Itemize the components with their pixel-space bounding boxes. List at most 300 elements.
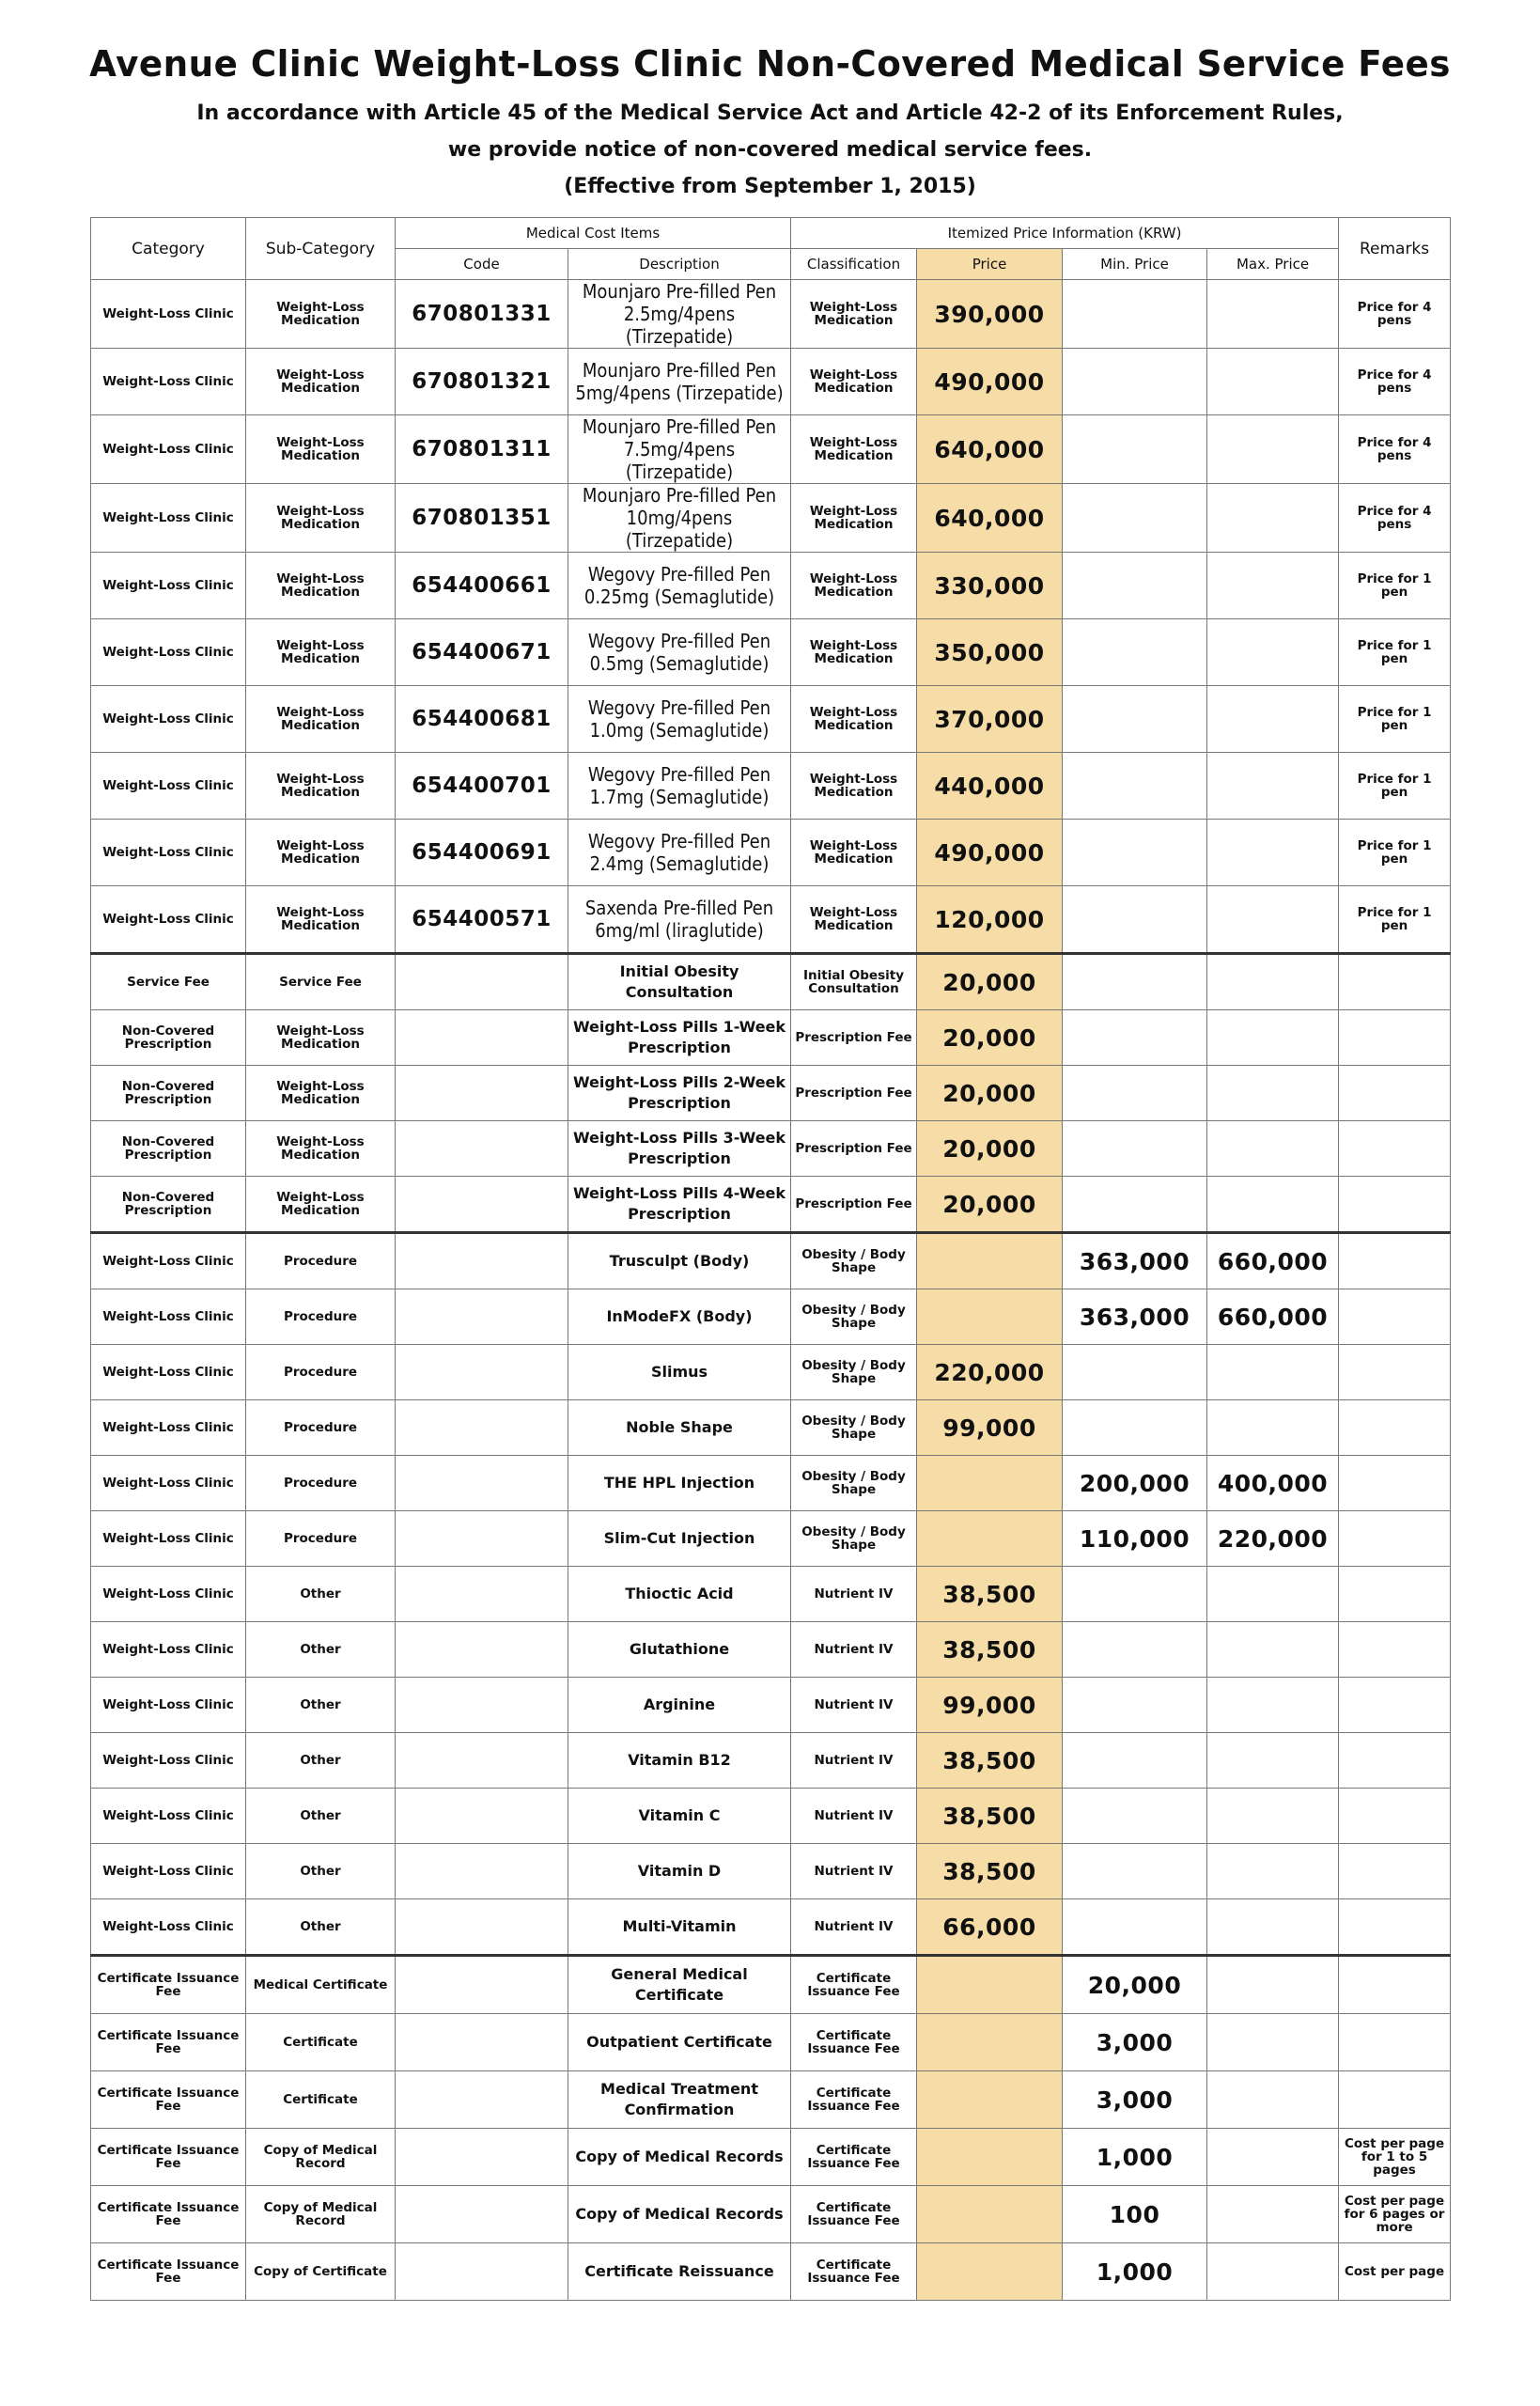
cell-code (396, 1066, 568, 1121)
cell-description: Weight-Loss Pills 2-Week Prescription (568, 1066, 791, 1121)
cell-classification: Weight-Loss Medication (791, 553, 917, 619)
cell-sub-category: Procedure (246, 1289, 396, 1345)
cell-max-price: 660,000 (1207, 1289, 1339, 1345)
cell-min-price: 363,000 (1063, 1233, 1207, 1289)
fee-table (90, 217, 1451, 2301)
cell-price: 350,000 (917, 619, 1063, 686)
cell-code: 670801331 (396, 280, 568, 349)
cell-price: 370,000 (917, 686, 1063, 753)
cell-description: Slimus (568, 1345, 791, 1400)
header-itemized-price-info: Itemized Price Information (KRW) (791, 218, 1339, 249)
cell-code (396, 1567, 568, 1622)
cell-classification: Nutrient IV (791, 1622, 917, 1678)
cell-max-price (1207, 886, 1339, 954)
cell-category: Weight-Loss Clinic (91, 1456, 246, 1511)
cell-min-price (1063, 1567, 1207, 1622)
cell-description: General Medical Certificate (568, 1956, 791, 2014)
cell-category: Weight-Loss Clinic (91, 1844, 246, 1899)
cell-code (396, 1899, 568, 1956)
cell-remarks: Price for 1 pen (1339, 886, 1451, 954)
cell-max-price (1207, 820, 1339, 886)
cell-code (396, 2129, 568, 2186)
header-min-price: Min. Price (1063, 249, 1207, 280)
cell-classification: Certificate Issuance Fee (791, 2186, 917, 2243)
cell-sub-category: Other (246, 1567, 396, 1622)
table-row (91, 1622, 1451, 1678)
cell-category: Weight-Loss Clinic (91, 280, 246, 349)
cell-description: Weight-Loss Pills 4-Week Prescription (568, 1177, 791, 1233)
cell-description: THE HPL Injection (568, 1456, 791, 1511)
cell-max-price (1207, 1567, 1339, 1622)
cell-sub-category: Weight-Loss Medication (246, 349, 396, 415)
cell-sub-category: Other (246, 1789, 396, 1844)
cell-classification: Obesity / Body Shape (791, 1345, 917, 1400)
cell-min-price (1063, 1010, 1207, 1066)
cell-category: Weight-Loss Clinic (91, 415, 246, 484)
cell-remarks: Price for 1 pen (1339, 619, 1451, 686)
table-row (91, 1010, 1451, 1066)
cell-min-price: 110,000 (1063, 1511, 1207, 1567)
cell-category: Weight-Loss Clinic (91, 1400, 246, 1456)
table-row (91, 1844, 1451, 1899)
cell-min-price (1063, 1844, 1207, 1899)
cell-description: Weight-Loss Pills 1-Week Prescription (568, 1010, 791, 1066)
cell-max-price (1207, 1622, 1339, 1678)
cell-classification: Nutrient IV (791, 1789, 917, 1844)
cell-classification: Certificate Issuance Fee (791, 2014, 917, 2071)
cell-remarks: Price for 1 pen (1339, 686, 1451, 753)
table-row (91, 1899, 1451, 1956)
cell-max-price: 220,000 (1207, 1511, 1339, 1567)
cell-code (396, 2243, 568, 2301)
cell-category: Weight-Loss Clinic (91, 1233, 246, 1289)
cell-description: InModeFX (Body) (568, 1289, 791, 1345)
cell-price: 20,000 (917, 1066, 1063, 1121)
cell-code: 654400681 (396, 686, 568, 753)
cell-code: 654400571 (396, 886, 568, 954)
cell-category: Weight-Loss Clinic (91, 619, 246, 686)
cell-price (917, 2186, 1063, 2243)
table-row (91, 2129, 1451, 2186)
cell-max-price (1207, 2129, 1339, 2186)
cell-category: Non-Covered Prescription (91, 1010, 246, 1066)
cell-classification: Certificate Issuance Fee (791, 2129, 917, 2186)
cell-sub-category: Weight-Loss Medication (246, 1066, 396, 1121)
cell-min-price: 20,000 (1063, 1956, 1207, 2014)
cell-code (396, 2071, 568, 2129)
header-remarks: Remarks (1339, 218, 1451, 280)
cell-max-price (1207, 1066, 1339, 1121)
cell-max-price (1207, 280, 1339, 349)
table-row (91, 1289, 1451, 1345)
cell-remarks (1339, 1899, 1451, 1956)
cell-max-price (1207, 1789, 1339, 1844)
table-row (91, 1345, 1451, 1400)
cell-max-price (1207, 619, 1339, 686)
cell-remarks (1339, 1511, 1451, 1567)
cell-sub-category: Weight-Loss Medication (246, 886, 396, 954)
cell-category: Weight-Loss Clinic (91, 1789, 246, 1844)
cell-max-price (1207, 1956, 1339, 2014)
cell-sub-category: Copy of Medical Record (246, 2186, 396, 2243)
table-row (91, 1956, 1451, 2014)
cell-code (396, 1177, 568, 1233)
cell-max-price (1207, 1678, 1339, 1733)
table-row (91, 1400, 1451, 1456)
table-row (91, 2243, 1451, 2301)
cell-price: 20,000 (917, 954, 1063, 1010)
cell-code (396, 1678, 568, 1733)
cell-classification: Prescription Fee (791, 1177, 917, 1233)
table-row (91, 1678, 1451, 1733)
cell-category: Weight-Loss Clinic (91, 1899, 246, 1956)
cell-classification: Weight-Loss Medication (791, 484, 917, 553)
cell-code (396, 1511, 568, 1567)
cell-sub-category: Weight-Loss Medication (246, 415, 396, 484)
cell-max-price (1207, 1010, 1339, 1066)
cell-min-price (1063, 280, 1207, 349)
cell-code (396, 1789, 568, 1844)
page-title: Avenue Clinic Weight-Loss Clinic Non-Covered Medical Service Fees (89, 43, 1451, 85)
cell-remarks (1339, 1456, 1451, 1511)
cell-min-price: 1,000 (1063, 2243, 1207, 2301)
cell-sub-category: Medical Certificate (246, 1956, 396, 2014)
cell-max-price: 660,000 (1207, 1233, 1339, 1289)
cell-remarks (1339, 1121, 1451, 1177)
cell-remarks (1339, 1066, 1451, 1121)
cell-price: 38,500 (917, 1844, 1063, 1899)
cell-code (396, 1010, 568, 1066)
fee-table-body (91, 280, 1451, 2301)
cell-remarks: Cost per page for 6 pages or more (1339, 2186, 1451, 2243)
cell-code (396, 2186, 568, 2243)
cell-price (917, 1456, 1063, 1511)
cell-category: Certificate Issuance Fee (91, 2014, 246, 2071)
table-row (91, 1733, 1451, 1789)
cell-min-price: 3,000 (1063, 2014, 1207, 2071)
cell-sub-category: Weight-Loss Medication (246, 553, 396, 619)
cell-remarks (1339, 1400, 1451, 1456)
cell-price: 20,000 (917, 1010, 1063, 1066)
cell-sub-category: Other (246, 1844, 396, 1899)
cell-sub-category: Weight-Loss Medication (246, 280, 396, 349)
table-row (91, 1121, 1451, 1177)
cell-description: Copy of Medical Records (568, 2186, 791, 2243)
cell-sub-category: Copy of Medical Record (246, 2129, 396, 2186)
cell-min-price: 3,000 (1063, 2071, 1207, 2129)
cell-classification: Nutrient IV (791, 1733, 917, 1789)
cell-max-price (1207, 1733, 1339, 1789)
cell-price: 99,000 (917, 1678, 1063, 1733)
cell-max-price (1207, 1899, 1339, 1956)
cell-classification: Certificate Issuance Fee (791, 1956, 917, 2014)
cell-price: 440,000 (917, 753, 1063, 820)
cell-min-price: 363,000 (1063, 1289, 1207, 1345)
cell-min-price (1063, 619, 1207, 686)
table-row (91, 820, 1451, 886)
cell-remarks (1339, 2014, 1451, 2071)
cell-price: 20,000 (917, 1177, 1063, 1233)
cell-remarks (1339, 1789, 1451, 1844)
cell-classification: Weight-Loss Medication (791, 753, 917, 820)
cell-sub-category: Procedure (246, 1456, 396, 1511)
cell-category: Non-Covered Prescription (91, 1066, 246, 1121)
cell-min-price (1063, 415, 1207, 484)
cell-classification: Weight-Loss Medication (791, 820, 917, 886)
cell-classification: Weight-Loss Medication (791, 415, 917, 484)
cell-sub-category: Certificate (246, 2071, 396, 2129)
cell-description: Mounjaro Pre-filled Pen 7.5mg/4pens (Tirzepatide) (568, 415, 791, 484)
cell-min-price (1063, 1066, 1207, 1121)
cell-min-price (1063, 886, 1207, 954)
cell-price (917, 2243, 1063, 2301)
cell-code (396, 1456, 568, 1511)
table-row (91, 415, 1451, 484)
cell-remarks (1339, 1567, 1451, 1622)
cell-price: 490,000 (917, 349, 1063, 415)
cell-sub-category: Weight-Loss Medication (246, 619, 396, 686)
cell-price: 66,000 (917, 1899, 1063, 1956)
cell-price: 38,500 (917, 1567, 1063, 1622)
cell-price: 330,000 (917, 553, 1063, 619)
cell-max-price (1207, 484, 1339, 553)
cell-description: Wegovy Pre-filled Pen 2.4mg (Semaglutide) (568, 820, 791, 886)
cell-min-price (1063, 1733, 1207, 1789)
cell-code: 654400661 (396, 553, 568, 619)
table-row (91, 2186, 1451, 2243)
cell-code (396, 1400, 568, 1456)
cell-remarks: Price for 4 pens (1339, 484, 1451, 553)
cell-code (396, 2014, 568, 2071)
cell-description: Wegovy Pre-filled Pen 1.0mg (Semaglutide) (568, 686, 791, 753)
cell-code: 670801311 (396, 415, 568, 484)
cell-sub-category: Certificate (246, 2014, 396, 2071)
cell-category: Weight-Loss Clinic (91, 1678, 246, 1733)
cell-code (396, 1733, 568, 1789)
cell-category: Weight-Loss Clinic (91, 1289, 246, 1345)
cell-sub-category: Other (246, 1899, 396, 1956)
cell-classification: Obesity / Body Shape (791, 1233, 917, 1289)
cell-classification: Obesity / Body Shape (791, 1456, 917, 1511)
cell-code (396, 1121, 568, 1177)
cell-remarks (1339, 2071, 1451, 2129)
cell-description: Medical Treatment Confirmation (568, 2071, 791, 2129)
cell-price: 38,500 (917, 1789, 1063, 1844)
table-row (91, 1233, 1451, 1289)
cell-price: 99,000 (917, 1400, 1063, 1456)
header-classification: Classification (791, 249, 917, 280)
cell-classification: Weight-Loss Medication (791, 886, 917, 954)
cell-description: Mounjaro Pre-filled Pen 10mg/4pens (Tirzepatide) (568, 484, 791, 553)
cell-min-price (1063, 1345, 1207, 1400)
cell-code (396, 1844, 568, 1899)
cell-min-price (1063, 553, 1207, 619)
cell-remarks (1339, 1177, 1451, 1233)
header-category: Category (91, 218, 246, 280)
cell-category: Weight-Loss Clinic (91, 1567, 246, 1622)
cell-sub-category: Other (246, 1678, 396, 1733)
cell-price (917, 1289, 1063, 1345)
cell-category: Weight-Loss Clinic (91, 1622, 246, 1678)
cell-description: Vitamin C (568, 1789, 791, 1844)
cell-price: 20,000 (917, 1121, 1063, 1177)
cell-sub-category: Weight-Loss Medication (246, 1010, 396, 1066)
legal-notice-line-2: we provide notice of non-covered medical service fees. (447, 138, 1093, 162)
cell-description: Thioctic Acid (568, 1567, 791, 1622)
cell-sub-category: Weight-Loss Medication (246, 753, 396, 820)
cell-sub-category: Procedure (246, 1345, 396, 1400)
table-row (91, 954, 1451, 1010)
cell-classification: Weight-Loss Medication (791, 619, 917, 686)
table-row (91, 349, 1451, 415)
cell-code: 654400701 (396, 753, 568, 820)
cell-code (396, 1956, 568, 2014)
cell-sub-category: Weight-Loss Medication (246, 484, 396, 553)
cell-price (917, 2014, 1063, 2071)
cell-classification: Weight-Loss Medication (791, 686, 917, 753)
table-row (91, 1511, 1451, 1567)
table-row (91, 1456, 1451, 1511)
cell-description: Mounjaro Pre-filled Pen 2.5mg/4pens (Tirzepatide) (568, 280, 791, 349)
cell-remarks: Price for 4 pens (1339, 349, 1451, 415)
cell-min-price (1063, 1899, 1207, 1956)
cell-code (396, 1233, 568, 1289)
cell-max-price (1207, 1844, 1339, 1899)
cell-remarks: Price for 1 pen (1339, 753, 1451, 820)
cell-max-price (1207, 686, 1339, 753)
cell-min-price (1063, 1622, 1207, 1678)
cell-sub-category: Weight-Loss Medication (246, 1121, 396, 1177)
cell-description: Multi-Vitamin (568, 1899, 791, 1956)
cell-min-price (1063, 753, 1207, 820)
cell-sub-category: Weight-Loss Medication (246, 1177, 396, 1233)
cell-description: Wegovy Pre-filled Pen 1.7mg (Semaglutide) (568, 753, 791, 820)
header-code: Code (396, 249, 568, 280)
cell-classification: Weight-Loss Medication (791, 349, 917, 415)
cell-min-price (1063, 349, 1207, 415)
cell-classification: Prescription Fee (791, 1121, 917, 1177)
cell-category: Weight-Loss Clinic (91, 1511, 246, 1567)
cell-category: Weight-Loss Clinic (91, 484, 246, 553)
header-sub-category: Sub-Category (246, 218, 396, 280)
cell-min-price: 200,000 (1063, 1456, 1207, 1511)
cell-classification: Nutrient IV (791, 1899, 917, 1956)
cell-max-price (1207, 1121, 1339, 1177)
cell-remarks (1339, 1289, 1451, 1345)
cell-description: Certificate Reissuance (568, 2243, 791, 2301)
cell-sub-category: Procedure (246, 1511, 396, 1567)
table-row (91, 2071, 1451, 2129)
table-row (91, 886, 1451, 954)
cell-sub-category: Procedure (246, 1400, 396, 1456)
cell-remarks (1339, 1733, 1451, 1789)
cell-price: 390,000 (917, 280, 1063, 349)
cell-code (396, 1289, 568, 1345)
header-medical-cost-items: Medical Cost Items (396, 218, 791, 249)
cell-remarks: Price for 1 pen (1339, 553, 1451, 619)
cell-remarks (1339, 1345, 1451, 1400)
cell-remarks (1339, 954, 1451, 1010)
cell-category: Weight-Loss Clinic (91, 886, 246, 954)
table-row (91, 280, 1451, 349)
cell-price: 120,000 (917, 886, 1063, 954)
cell-price (917, 2129, 1063, 2186)
cell-classification: Nutrient IV (791, 1844, 917, 1899)
cell-remarks (1339, 1956, 1451, 2014)
cell-classification: Certificate Issuance Fee (791, 2071, 917, 2129)
cell-price: 490,000 (917, 820, 1063, 886)
table-row (91, 2014, 1451, 2071)
cell-classification: Obesity / Body Shape (791, 1400, 917, 1456)
cell-remarks (1339, 1233, 1451, 1289)
cell-classification: Obesity / Body Shape (791, 1289, 917, 1345)
cell-category: Weight-Loss Clinic (91, 1733, 246, 1789)
cell-description: Copy of Medical Records (568, 2129, 791, 2186)
cell-sub-category: Other (246, 1733, 396, 1789)
cell-remarks: Price for 4 pens (1339, 280, 1451, 349)
cell-description: Outpatient Certificate (568, 2014, 791, 2071)
cell-category: Weight-Loss Clinic (91, 553, 246, 619)
cell-price: 38,500 (917, 1733, 1063, 1789)
cell-code: 654400691 (396, 820, 568, 886)
cell-price (917, 2071, 1063, 2129)
cell-price: 38,500 (917, 1622, 1063, 1678)
cell-max-price (1207, 1345, 1339, 1400)
cell-category: Non-Covered Prescription (91, 1121, 246, 1177)
cell-category: Weight-Loss Clinic (91, 349, 246, 415)
cell-min-price (1063, 1400, 1207, 1456)
header-price: Price (917, 249, 1063, 280)
cell-description: Saxenda Pre-filled Pen 6mg/ml (liraglutide) (568, 886, 791, 954)
cell-min-price (1063, 686, 1207, 753)
cell-description: Weight-Loss Pills 3-Week Prescription (568, 1121, 791, 1177)
cell-max-price (1207, 415, 1339, 484)
cell-remarks (1339, 1010, 1451, 1066)
cell-category: Certificate Issuance Fee (91, 1956, 246, 2014)
cell-price (917, 1233, 1063, 1289)
table-row (91, 753, 1451, 820)
cell-max-price (1207, 553, 1339, 619)
cell-price: 640,000 (917, 415, 1063, 484)
table-row (91, 484, 1451, 553)
cell-sub-category: Weight-Loss Medication (246, 820, 396, 886)
cell-min-price (1063, 1678, 1207, 1733)
cell-max-price (1207, 2014, 1339, 2071)
table-row (91, 1789, 1451, 1844)
cell-min-price (1063, 954, 1207, 1010)
cell-category: Non-Covered Prescription (91, 1177, 246, 1233)
cell-remarks: Cost per page for 1 to 5 pages (1339, 2129, 1451, 2186)
cell-code: 654400671 (396, 619, 568, 686)
cell-remarks (1339, 1622, 1451, 1678)
cell-remarks: Price for 1 pen (1339, 820, 1451, 886)
cell-description: Trusculpt (Body) (568, 1233, 791, 1289)
cell-max-price (1207, 2186, 1339, 2243)
cell-classification: Weight-Loss Medication (791, 280, 917, 349)
cell-min-price (1063, 820, 1207, 886)
cell-classification: Nutrient IV (791, 1678, 917, 1733)
cell-description: Initial Obesity Consultation (568, 954, 791, 1010)
cell-min-price: 100 (1063, 2186, 1207, 2243)
cell-price: 640,000 (917, 484, 1063, 553)
cell-min-price (1063, 1121, 1207, 1177)
cell-max-price (1207, 1177, 1339, 1233)
cell-classification: Initial Obesity Consultation (791, 954, 917, 1010)
cell-max-price: 400,000 (1207, 1456, 1339, 1511)
cell-price (917, 1956, 1063, 2014)
cell-max-price (1207, 2243, 1339, 2301)
cell-remarks (1339, 1844, 1451, 1899)
